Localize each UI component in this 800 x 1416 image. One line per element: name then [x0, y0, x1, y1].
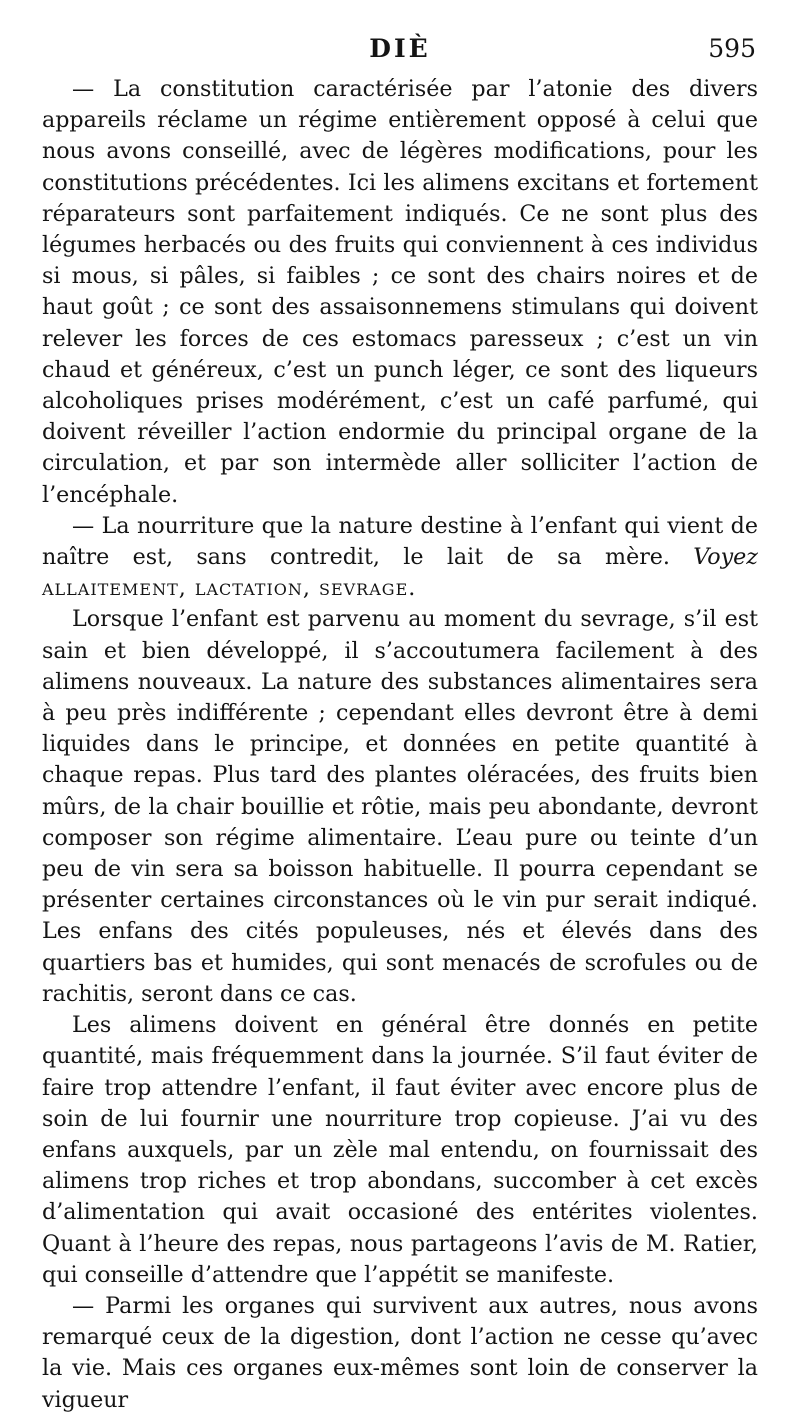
paragraph-organes: — Parmi les organes qui survivent aux autres, nous avons remarqué ceux de la digestion, dont l’action ne cesse qu’avec la vie. Mais ces organes eux-mêmes sont loin de conserver la vigueur	[42, 1292, 758, 1413]
page-number: 595	[708, 34, 756, 63]
paragraph-enfant-lait	[42, 511, 758, 605]
paragraph-enfant-lait-text: — La nourriture que la nature destine à l’enfant qui vient de naître est, sans contredit, le lait de sa mère.	[42, 512, 758, 571]
running-header	[42, 30, 758, 74]
running-title: DIÈ	[369, 34, 431, 63]
cross-references: allaitement, lactation, sevrage.	[42, 575, 417, 602]
paragraph-sevrage: Lorsque l’enfant est parvenu au moment du sevrage, s’il est sain et bien développé, il s’accoutumera facilement à des alimens nouveaux. La nature des substances alimentaires sera à peu près indifférente ; cependant elles devront être à demi liquides dans le principe, et données en petite quantité à chaque repas. Plus tard des plantes oléracées, des fruits bien mûrs, de la chair bouillie et rôtie, mais peu abondante, devront composer son régime alimentaire. L’eau pure ou teinte d’un peu de vin sera sa boisson habituelle. Il pourra cependant se présenter certaines circonstances où le vin pur serait indiqué. Les enfans des cités populeuses, nés et élevés dans des quartiers bas et humides, qui sont menacés de scrofules ou de rachitis, seront dans ce cas.	[42, 606, 758, 1007]
voyez-label: Voyez	[693, 544, 758, 571]
paragraph-quantite: Les alimens doivent en général être donnés en petite quantité, mais fréquemment dans la journée. S’il faut éviter de faire trop attendre l’enfant, il faut éviter avec encore plus de soin de lui fournir une nourriture trop copieuse. J’ai vu des enfans auxquels, par un zèle mal entendu, on fournissait des alimens trop riches et trop abondans, succomber à cet excès d’alimentation qui avait occasioné des entérites violentes. Quant à l’heure des repas, nous partageons l’avis de M. Ratier, qui conseille d’attendre que l’appétit se manifeste.	[42, 1012, 758, 1288]
paragraph-atonie: — La constitution caractérisée par l’atonie des divers appareils réclame un régime entièrement opposé à celui que nous avons conseillé, avec de légères modifications, pour les constitutions précédentes. Ici les alimens excitans et fortement réparateurs sont parfaitement indiqués. Ce ne sont plus des légumes herbacés ou des fruits qui conviennent à ces individus si mous, si pâles, si faibles ; ce sont des chairs noires et de haut goût ; ce sont des assaisonnemens stimulans qui doivent relever les forces de ces estomacs paresseux ; c’est un vin chaud et généreux, c’est un punch léger, ce sont des liqueurs alcoholiques prises modérément, c’est un café parfumé, qui doivent réveiller l’action endormie du principal organe de la circulation, et par son intermède aller solliciter l’action de l’encéphale.	[42, 76, 758, 508]
page-body	[42, 74, 758, 1416]
